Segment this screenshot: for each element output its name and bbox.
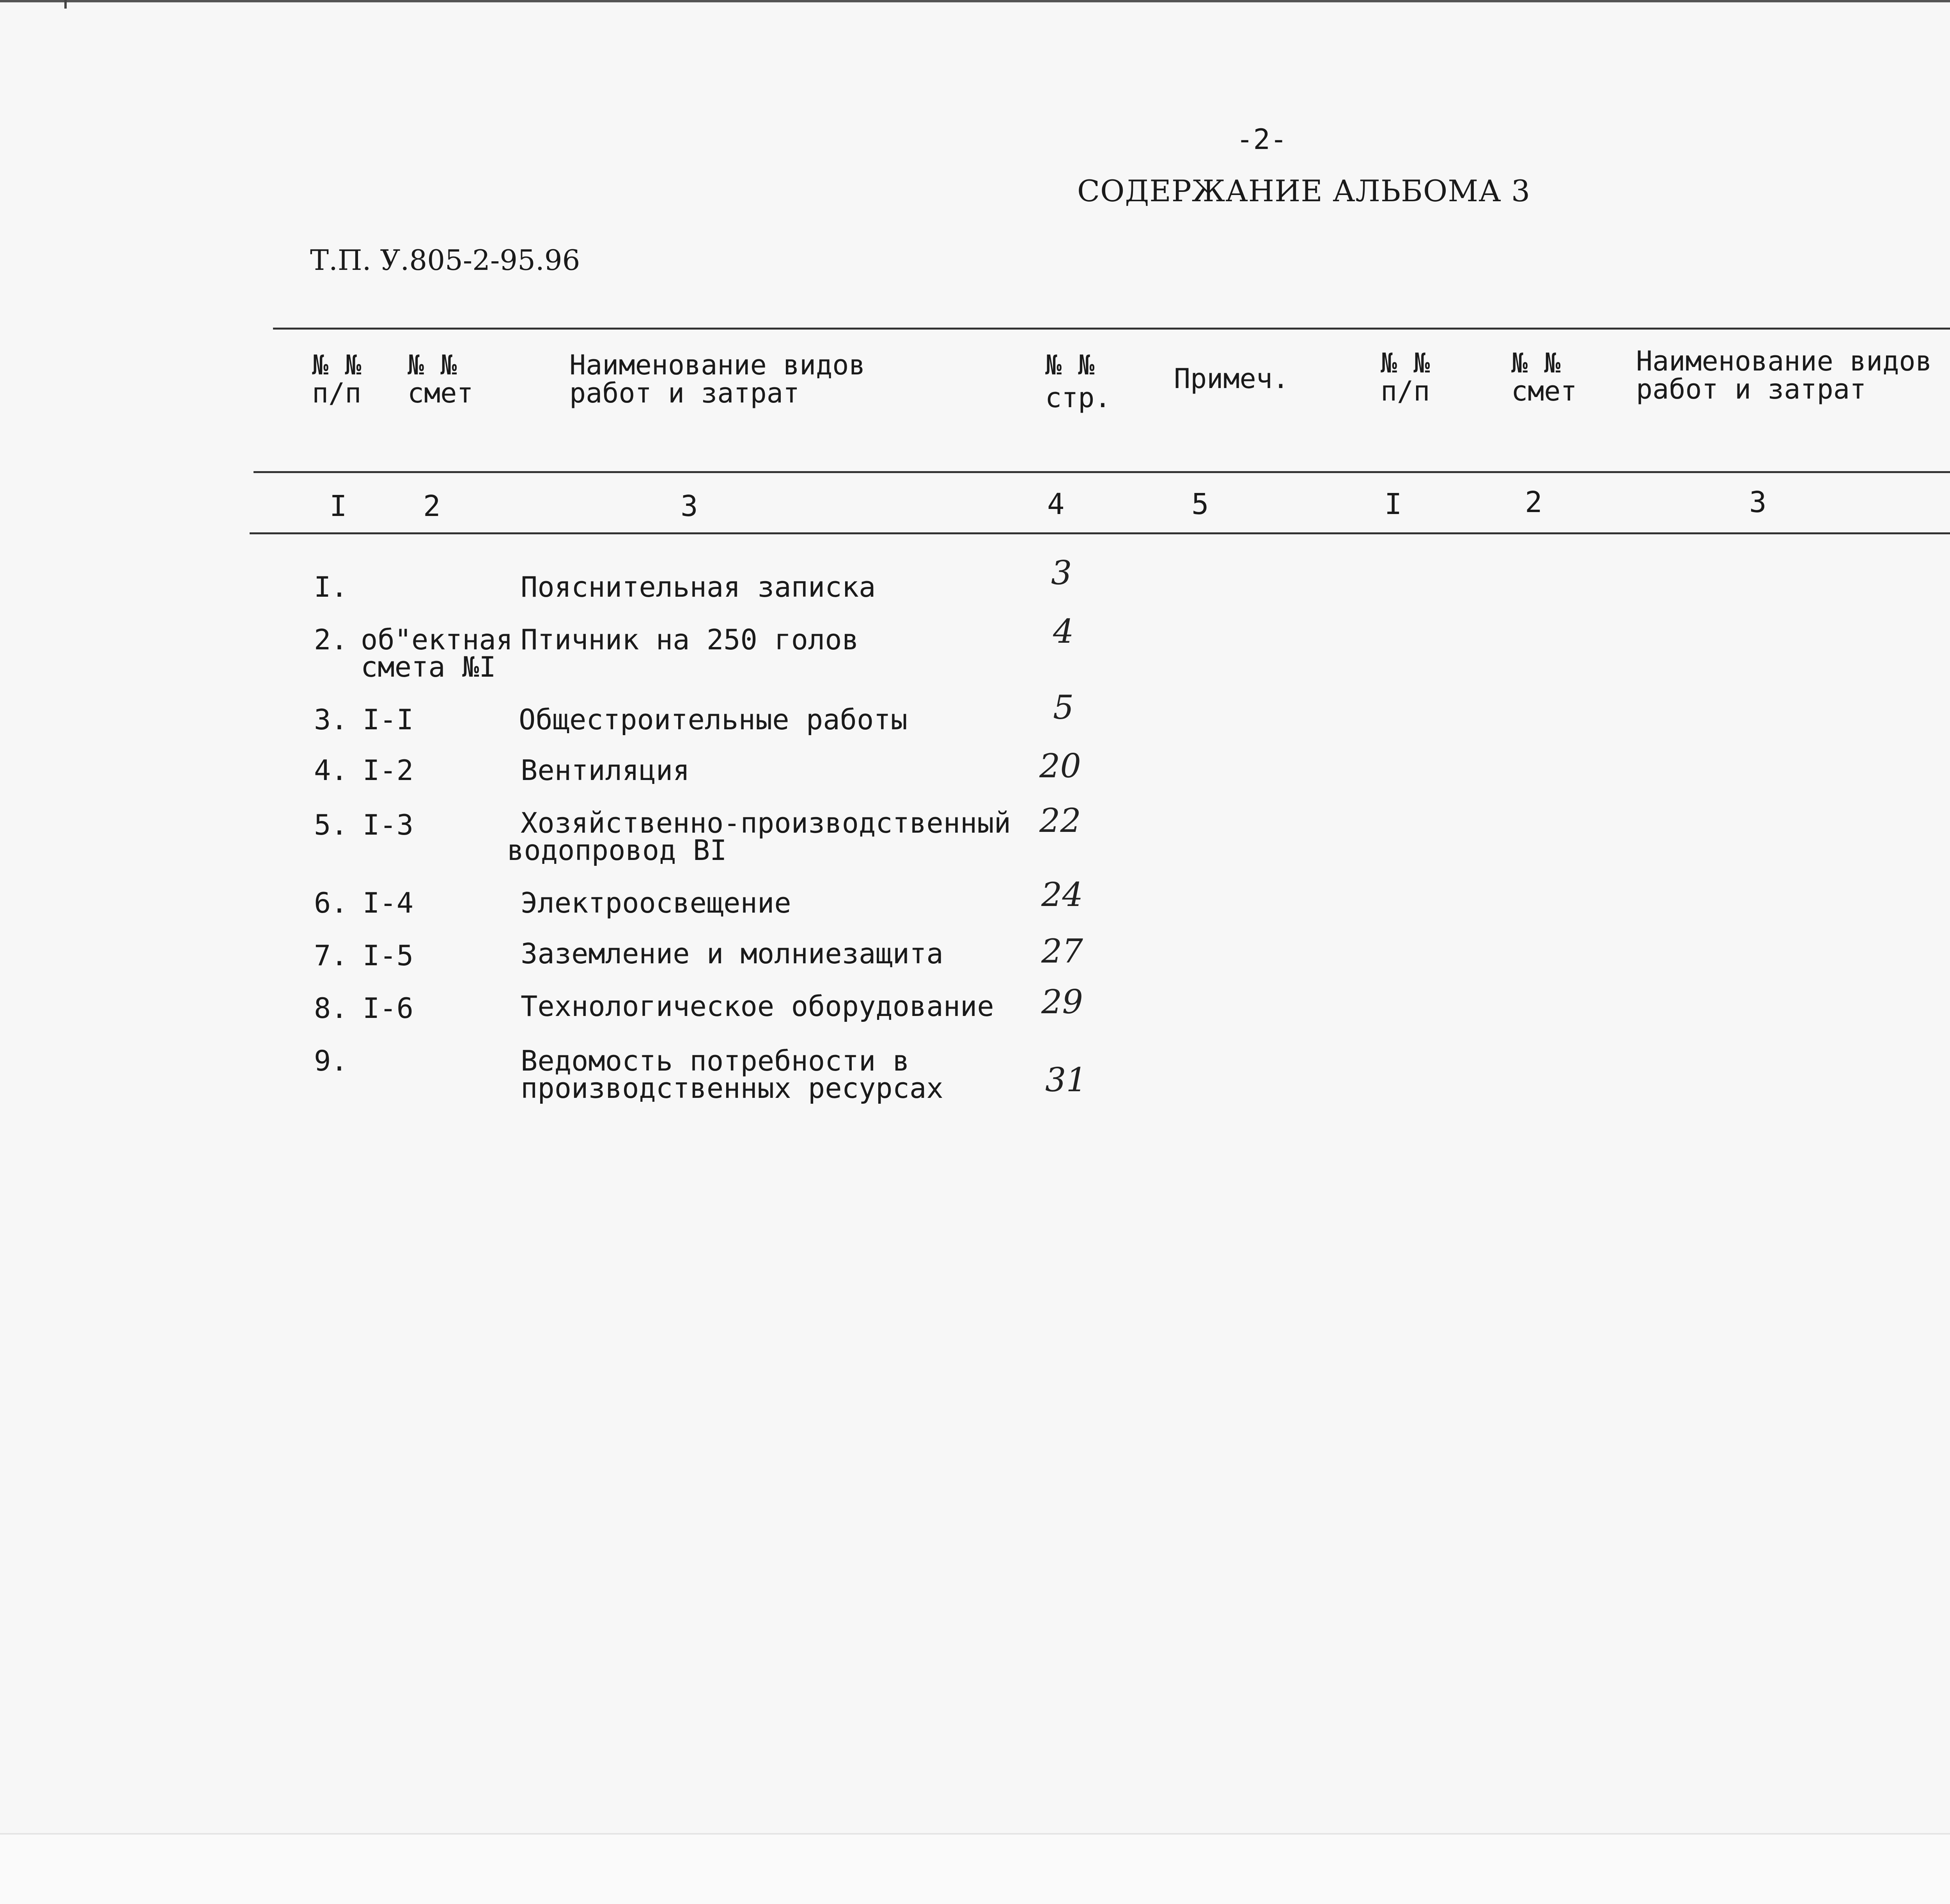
page-corner-tick (64, 0, 67, 9)
page-number: -2- (1236, 123, 1287, 156)
row-number: 3. (314, 703, 348, 736)
row-number: 7. (314, 939, 348, 972)
page-top-border (0, 0, 1950, 2)
estimate-number: I-5 (363, 939, 414, 972)
estimate-number: I-6 (363, 992, 414, 1025)
page-ref: 24 (1041, 876, 1083, 914)
page-ref: 20 (1039, 747, 1081, 785)
work-name: Общестроительные работы (519, 703, 908, 736)
header-row-number: № № п/п (312, 349, 362, 409)
page-ref: 29 (1041, 983, 1083, 1021)
work-name: Пояснительная записка (521, 571, 876, 603)
header-page-number: № № стр. (1045, 349, 1111, 414)
column-number: 3 (1749, 486, 1767, 519)
row-number: 6. (314, 886, 348, 919)
row-number: 5. (314, 808, 348, 841)
page-ref: 4 (1053, 612, 1074, 651)
row-number: 9. (314, 1044, 348, 1077)
work-name: Вентиляция (521, 754, 690, 787)
work-name: Хозяйственно-производственный водопровод BI (507, 807, 1011, 867)
estimate-number: об"ектная смета №I (361, 623, 513, 683)
page-ref: 3 (1051, 554, 1072, 592)
header-row-number-2: № № п/п (1381, 347, 1430, 407)
estimate-number: I-I (363, 703, 414, 736)
page-ref: 5 (1053, 688, 1074, 727)
column-number: I (330, 489, 347, 523)
column-number: 3 (681, 489, 698, 523)
row-number: 4. (314, 754, 348, 787)
column-number: 5 (1191, 488, 1209, 521)
estimate-number: I-3 (363, 808, 414, 841)
table-numbers-rule (250, 532, 1950, 534)
row-number: I. (314, 571, 348, 603)
column-number: 2 (423, 489, 441, 523)
album-title: СОДЕРЖАНИЕ АЛЬБОМА 3 (1077, 174, 1531, 208)
page-ref: 22 (1039, 801, 1081, 840)
column-number: 4 (1047, 488, 1065, 521)
row-number: 2. (314, 623, 348, 656)
estimate-number: I-2 (363, 754, 414, 787)
document-code: Т.П. У.805-2-95.96 (310, 244, 580, 277)
page-ref: 31 (1045, 1061, 1087, 1099)
estimate-number: I-4 (363, 886, 414, 919)
work-name: Технологическое оборудование (521, 990, 994, 1023)
header-estimate-number: № № смет (408, 349, 473, 409)
page-ref: 27 (1041, 932, 1083, 970)
column-number: I (1384, 488, 1402, 521)
row-number: 8. (314, 992, 348, 1025)
work-name: Электроосвещение (521, 886, 791, 919)
table-top-rule (273, 328, 1950, 330)
column-number: 2 (1525, 486, 1542, 519)
table-header-rule (254, 471, 1950, 473)
header-notes: Примеч. (1174, 363, 1289, 395)
header-work-name-2: Наименование видов работ и затрат (1636, 345, 1932, 405)
header-estimate-number-2: № № смет (1511, 347, 1577, 407)
work-name: Заземление и молниезащита (521, 937, 943, 970)
work-name: Птичник на 250 голов (521, 623, 859, 656)
scan-bottom-edge (0, 1833, 1950, 1904)
header-work-name: Наименование видов работ и затрат (569, 349, 865, 409)
work-name: Ведомость потребности в производственных ресурсах (521, 1044, 943, 1104)
